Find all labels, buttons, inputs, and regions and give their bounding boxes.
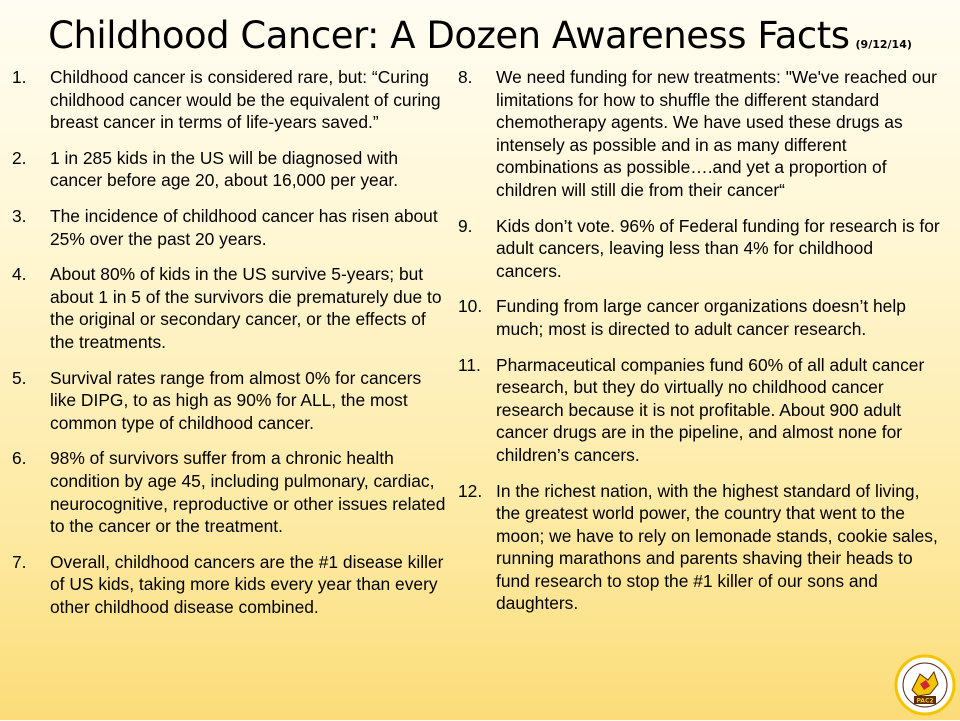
logo-text: PAC2	[916, 697, 934, 705]
fact-number: 7.	[12, 551, 27, 572]
pac2-logo-icon	[894, 654, 956, 716]
fact-text: In the richest nation, with the highest standard of living, the greatest world power, the country that went to the moon; we have to rely on lemonade stands, cookie sales, running marathons and parents shaving their heads to fund research to stop the #1 killer of our sons and daughters.	[496, 480, 938, 614]
fact-item-6	[12, 447, 452, 537]
fact-number: 8.	[458, 67, 473, 87]
fact-item-9	[458, 215, 943, 283]
fact-text: Survival rates range from almost 0% for cancers like DIPG, to as high as 90% for ALL, the most common type of childhood cancer.	[50, 367, 422, 433]
fact-number: 2.	[12, 147, 27, 168]
fact-text: The incidence of childhood cancer has risen about 25% over the past 20 years.	[50, 205, 438, 249]
fact-text: Overall, childhood cancers are the #1 disease killer of US kids, taking more kids every year than every other childhood disease combined.	[50, 551, 444, 617]
page-title	[0, 14, 960, 57]
fact-number: 9.	[458, 215, 473, 236]
fact-item-3	[12, 205, 452, 250]
fact-item-10	[458, 295, 943, 340]
fact-number: 11.	[458, 354, 481, 375]
fact-number: 10.	[458, 296, 483, 317]
fact-number: 4.	[12, 264, 27, 285]
fact-text: Kids don’t vote. 96% of Federal funding for research is for adult cancers, leaving less than 4% for childhood cancers.	[496, 215, 940, 281]
fact-text: 1 in 285 kids in the US will be diagnosed with cancer before age 20, about 16,000 per year.	[50, 147, 399, 191]
fact-text: We need funding for new treatments: "We've reached our limitations for how to shuffle the different standard chemotherapy agents. We have used these drugs as intensely as possible and in as many different combinations as possible….and yet a proportion of children will still die from their cancer“	[496, 67, 937, 200]
left-column	[12, 66, 452, 631]
fact-item-1	[12, 66, 452, 134]
fact-item-8	[458, 66, 943, 202]
fact-text: 98% of survivors suffer from a chronic health condition by age 45, including pulmonary, cardiac, neurocognitive, reproductive or other issues related to the cancer or the treatment.	[50, 448, 446, 537]
fact-item-2	[12, 147, 452, 192]
fact-number: 3.	[12, 205, 27, 226]
title-text: Childhood Cancer: A Dozen Awareness Facts	[48, 14, 850, 57]
right-column	[458, 66, 943, 628]
fact-item-12	[458, 480, 943, 616]
fact-item-4	[12, 263, 452, 353]
fact-number: 6.	[12, 448, 27, 469]
fact-number: 12.	[458, 480, 483, 501]
fact-text: Pharmaceutical companies fund 60% of all adult cancer research, but they do virtually no childhood cancer research because it is not profitable. About 900 adult cancer drugs are in the pipeline, and almost none for children’s cancers.	[496, 354, 925, 465]
title-date: (9/12/14)	[855, 38, 912, 51]
fact-number: 5.	[12, 367, 27, 388]
fact-text: Childhood cancer is considered rare, but: “Curing childhood cancer would be the equivalent of curing breast cancer in terms of life-years saved.”	[50, 67, 441, 133]
fact-item-11	[458, 354, 943, 467]
fact-item-7	[12, 551, 452, 619]
fact-text: Funding from large cancer organizations doesn’t help much; most is directed to adult cancer research.	[496, 296, 906, 339]
fact-number: 1.	[12, 67, 27, 87]
fact-item-5	[12, 367, 452, 435]
fact-text: About 80% of kids in the US survive 5-years; but about 1 in 5 of the survivors die prematurely due to the original or secondary cancer, or the effects of the treatments.	[50, 264, 442, 352]
